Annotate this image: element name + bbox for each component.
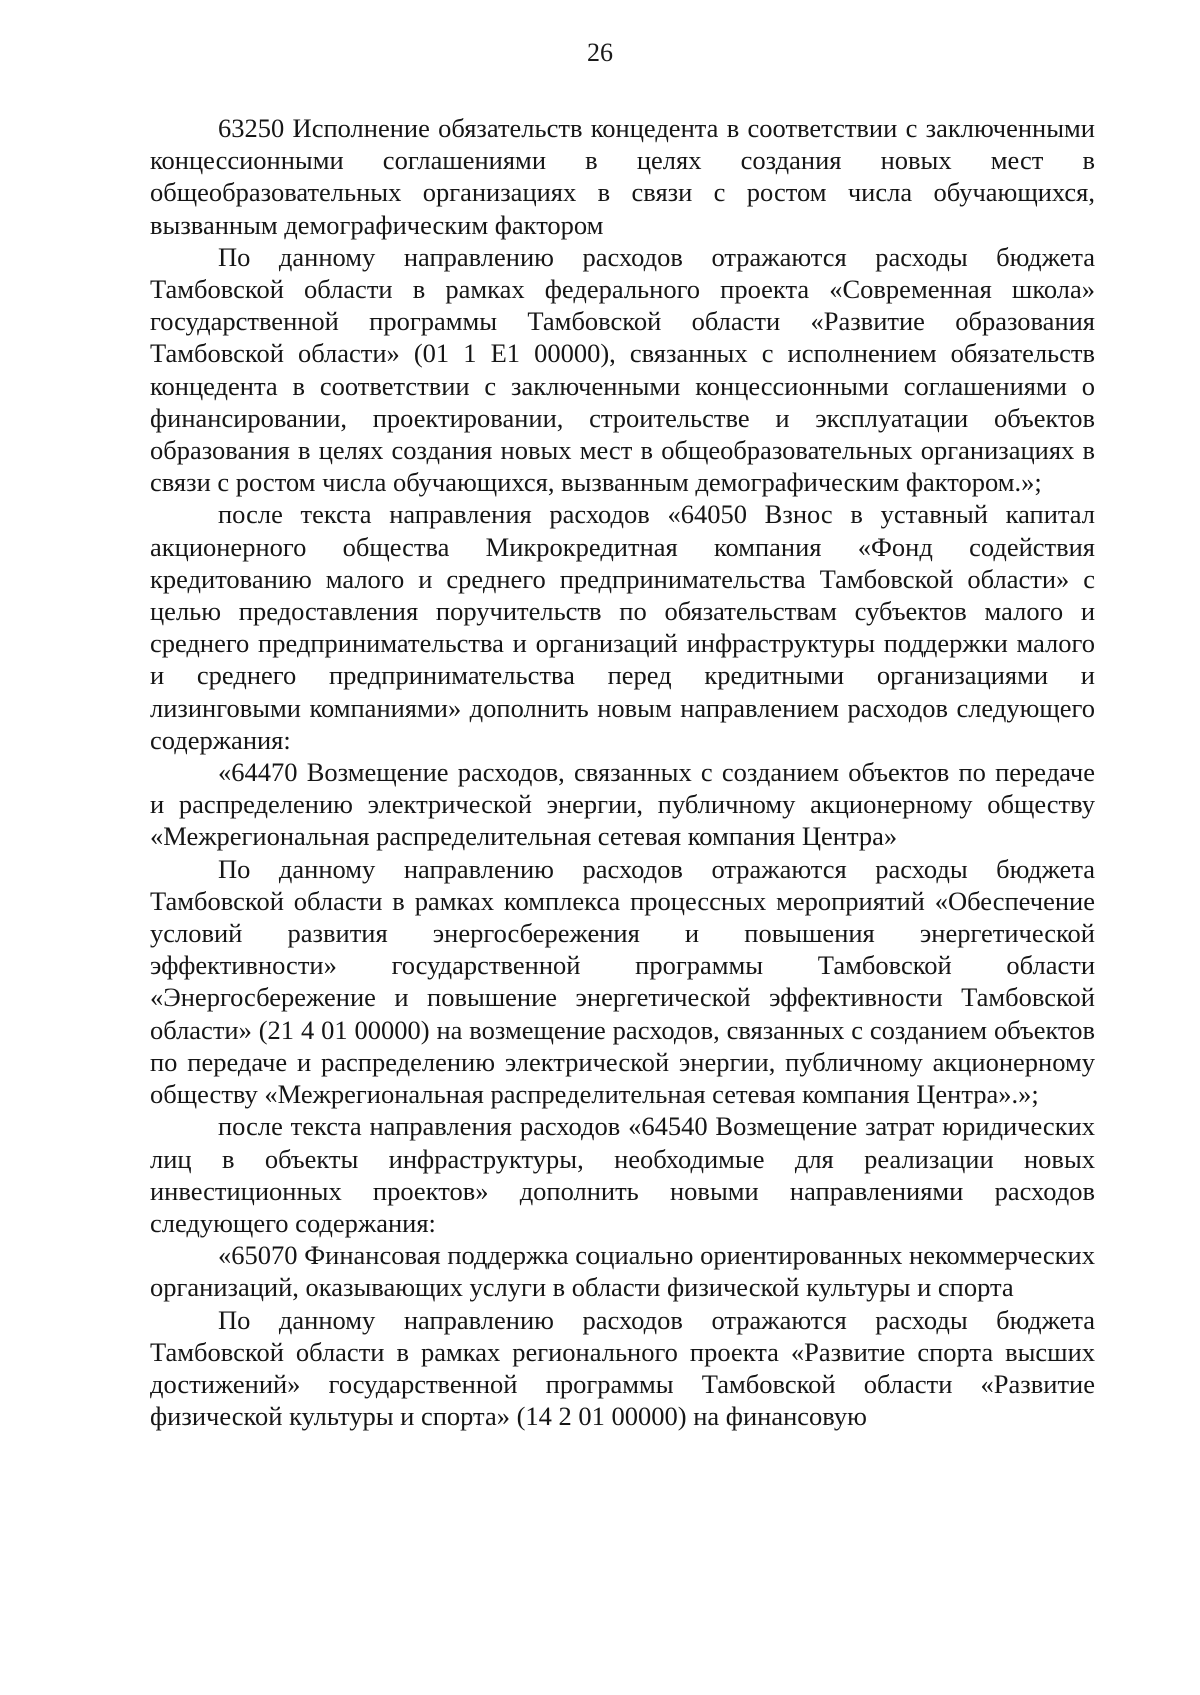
- document-body: [150, 112, 1095, 1432]
- paragraph-63250-description: По данному направлению расходов отражаются расходы бюджета Тамбовской области в рамках федерального проекта «Современная школа» государственной программы Тамбовской области «Развитие образования Тамбовской области» (01 1 Е1 00000), связанных с исполнением обязательств концедента в соответствии с заключенными концессионными соглашениями о финансировании, проектировании, строительстве и эксплуатации объектов образования в целях создания новых мест в общеобразовательных организациях в связи с ростом числа обучающихся, вызванным демографическим фактором.»;: [150, 241, 1095, 498]
- paragraph-64470-heading: «64470 Возмещение расходов, связанных с созданием объектов по передаче и распределению электрической энергии, публичному акционерному обществу «Межрегиональная распределительная сетевая компания Центра»: [150, 757, 1095, 852]
- paragraph-63250-heading: 63250 Исполнение обязательств концедента в соответствии с заключенными концессионными соглашениями в целях создания новых мест в общеобразовательных организациях в связи с ростом числа обучающихся, вызванным демографическим фактором: [150, 113, 1095, 240]
- paragraph-64540-amendment: после текста направления расходов «64540 Возмещение затрат юридических лиц в объекты инфраструктуры, необходимые для реализации новых инвестиционных проектов» дополнить новыми направлениями расходов следующего содержания:: [150, 1111, 1095, 1238]
- page-number: 26: [587, 38, 613, 67]
- paragraph-65070-heading: «65070 Финансовая поддержка социально ориентированных некоммерческих организаций, оказывающих услуги в области физической культуры и спорта: [150, 1240, 1095, 1303]
- paragraph-64050-amendment: после текста направления расходов «64050 Взнос в уставный капитал акционерного общества Микрокредитная компания «Фонд содействия кредитованию малого и среднего предпринимательства Тамбовской области» с целью предоставления поручительств по обязательствам субъектов малого и среднего предпринимательства и организаций инфраструктуры поддержки малого и среднего предпринимательства перед кредитными организациями и лизинговыми компаниями» дополнить новым направлением расходов следующего содержания:: [150, 499, 1095, 755]
- paragraph-65070-description: По данному направлению расходов отражаются расходы бюджета Тамбовской области в рамках регионального проекта «Развитие спорта высших достижений» государственной программы Тамбовской области «Развитие физической культуры и спорта» (14 2 01 00000) на финансовую: [150, 1304, 1095, 1432]
- paragraph-64470-description: По данному направлению расходов отражаются расходы бюджета Тамбовской области в рамках комплекса процессных мероприятий «Обеспечение условий развития энергосбережения и повышения энергетической эффективности» государственной программы Тамбовской области «Энергосбережение и повышение энергетической эффективности Тамбовской области» (21 4 01 00000) на возмещение расходов, связанных с созданием объектов по передаче и распределению электрической энергии, публичному акционерному обществу «Межрегиональная распределительная сетевая компания Центра».»;: [150, 853, 1095, 1110]
